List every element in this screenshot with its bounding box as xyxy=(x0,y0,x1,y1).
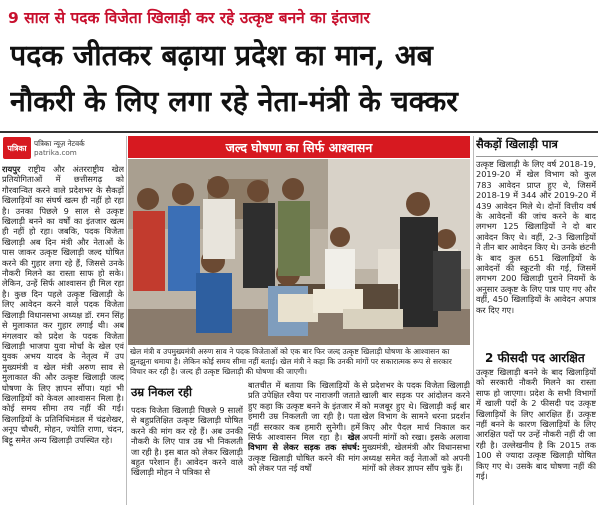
right-section-heading-eligible: सैकड़ों खिलाड़ी पात्र xyxy=(476,137,558,151)
section-heading-age: उम्र निकल रही xyxy=(131,385,192,399)
middle-column-1: पदक विजेता खिलाड़ी पिछले 9 सालों से बहुप्रतिक्षित उत्कृष्ट खिलाड़ी घोषित करने की मांग कर रहे हैं। अब उनकी नौकरी के लिए पात्र उम्र भी निकलती जा रही है। इस बात को लेकर खिलाड़ी बहुत परेशान हैं। आवेदन करने वाले खिलाड़ी मोहन ने पत्रिका से xyxy=(131,405,243,478)
left-column-body: राष्ट्रीय और अंतरराष्ट्रीय खेल प्रतियोगिताओं में छत्तीसगढ़ को गौरवान्वित करने वाले प्रदेशभर के सैकड़ों खिलाड़ियों का संघर्ष खत्म ही नहीं हो रहा है। उनका पिछले 9 साल से उत्कृष्ट खिलाड़ी बनने का वर्षों का इंतजार खत्म ही नहीं हो रहा। जबकि, पदक विजेता खिलाड़ी अब दिन मंत्री और नेताओं के पास जाकर उत्कृष्ट खिलाड़ी जल्द घोषित करने की गुहार लगा रहे हैं, जिससे उनके नौकरी मिलने का रास्ता साफ हो सके। लेकिन, उन्हें सिर्फ आश्वासन ही मिल रहा है। कुछ दिन पहले उत्कृष्ट खिलाड़ी के लिए आवेदन करने वाले पदक विजेता खिलाड़ी विधानसभा अध्यक्ष डॉ. रमन सिंह से मुलाकात कर गुहार लगाई थी। अब मंगलवार को प्रदेश के पदक विजेता खिलाड़ी भाजपा युवा मोर्चा के खेल एवं युवक अभय यादव के नेतृत्व में उप मुख्यमंत्री व खेल मंत्री अरुण साव से मुलाकात की और उत्कृष्ट खिलाड़ी जल्द घोषणा के लिए ज्ञापन सौंपा। यहां भी खिलाड़ियों को केवल आश्वासन मिला है। कोई समय सीमा तय नहीं की गई। खिलाड़ियों के प्रतिनिधिमंडल में चंद्रशेखर, अनूप चौधरी, मोहन, ज्योति राणा, चंदन, बिट्टू समेत अन्य खिलाड़ी उपस्थित रहे। xyxy=(2,164,124,445)
right-column-eligible: उत्कृष्ट खिलाड़ी के लिए वर्ष 2018-19, 2019-20 में खेल विभाग को कुल 783 आवेदन प्राप्त हुए थे, जिसमें 2018-19 में 344 और 2019-20 में 439 आवेदन मिले थे। दोनों वित्तीय वर्ष के आवेदनों की जांच करने के बाद लगभग 125 खिलाड़ियों ने दो बार आवेदन किए थे। वहीं, 2-3 खिलाड़ियों ने तीन बार आवेदन किए थे। उनके छंटनी के बाद कुल 651 खिलाड़ियों के आवेदनों की स्क्रूटनी की गई, जिसमें लगभग 200 खिलाड़ी पुराने नियमों के अनुसार उत्कृष्ट के लिए पात्र पाए गए और वहीं, 450 खिलाड़ियों के आवेदन अपात्र कर दिए गए। xyxy=(476,159,596,315)
dateline: रायपुर xyxy=(2,164,21,174)
left-column-article xyxy=(2,164,124,504)
headline-line-1: पदक जीतकर बढ़ाया प्रदेश का मान, अब xyxy=(10,38,433,72)
group-photo-illustration xyxy=(128,159,470,345)
inline-subheading: खेल विभाग से लेकर सड़क तक संघर्ष: xyxy=(248,432,360,453)
column-divider xyxy=(473,136,474,505)
byline-site: patrika.com xyxy=(34,148,77,157)
photo-banner: जल्द घोषणा का सिर्फ आश्वासन xyxy=(128,136,470,158)
middle-column-2-tail: उत्कृष्ट खिलाड़ी घोषित करने की मांग को लेकर पत नई वर्षों xyxy=(248,452,360,474)
main-headline xyxy=(0,32,598,128)
byline xyxy=(0,136,125,160)
patrika-logo: पत्रिका xyxy=(3,137,31,159)
photo-caption: खेल मंत्री व उपमुख्यमंत्री अरुण साव ने पदक विजेताओं को एक बार फिर जल्द उत्कृष्ट खिलाड़ी घोषणा के आश्वासन का झुनझुना थमाया है। लेकिन कोई समय सीमा नहीं बताई। खेल मंत्री ने कहा कि उनकी मांगों पर सकारात्मक रूप से सरकार विचार कर रही है। जल्द ही उत्कृष्ट खिलाड़ी की घोषणा की जाएगी। xyxy=(130,347,452,376)
group-photo xyxy=(128,159,470,345)
kicker-headline: 9 साल से पदक विजेता खिलाड़ी कर रहे उत्कृष्ट बनने का इंतजार xyxy=(8,9,370,27)
right-heading-rule xyxy=(476,156,598,157)
middle-column-3: से प्रदेशभर के पदक विजेता खिलाड़ी खाली बार सड़क पर आंदोलन करने को मजबूर हुए थे। खिलाड़ी कई बार खेल विभाग के सामने धरना प्रदर्शन किए और पैदल मार्च निकाल कर अपनी मांगों को रखा। इसके अलावा मुख्यमंत्री, खेलमंत्री और विधानसभा अध्यक्ष समेत कई नेताओं को अपनी मांगों को लेकर ज्ञापन सौंप चुके हैं। xyxy=(362,380,470,474)
column-divider xyxy=(126,136,127,505)
middle-column-2 xyxy=(248,380,360,505)
right-section-heading-reserved: 2 फीसदी पद आरक्षित xyxy=(485,351,585,365)
headline-line-2: नौकरी के लिए लगा रहे नेता-मंत्री के चक्कर xyxy=(10,84,458,118)
byline-network: पत्रिका न्यूज़ नेटवर्क xyxy=(34,139,85,148)
headline-rule xyxy=(0,131,598,133)
right-column-reserved: उत्कृष्ट खिलाड़ी बनने के बाद खिलाड़ियों को सरकारी नौकरी मिलने का रास्ता साफ हो जाएगा। प्रदेश के सभी विभागों में खाली पदों के 2 फीसदी पद उत्कृष्ट खिलाड़ियों के लिए आरक्षित हैं। उत्कृष्ट नहीं बनने के कारण खिलाड़ियों के लिए आरक्षित पदों पर उन्हें नौकरी नहीं दी जा रही है। उल्लेखनीय है कि 2015 तक 100 से ज्यादा उत्कृष्ट खिलाड़ी घोषित किए गए थे। उसके बाद घोषणा नहीं की गई। xyxy=(476,367,596,482)
middle-column-2-body: बातचीत में बताया कि खिलाड़ियों के प्रति उपेक्षित रवैया पर नाराजगी जताते हुए कहा कि उत्कृष्ट बनने के इंतजार में हमारी उम्र निकलती जा रही है। पता नहीं सरकार कब हमारी सुनेगी। हमें सिर्फ आश्वासन मिल रहा है। xyxy=(248,380,360,443)
byline-text xyxy=(34,139,85,157)
